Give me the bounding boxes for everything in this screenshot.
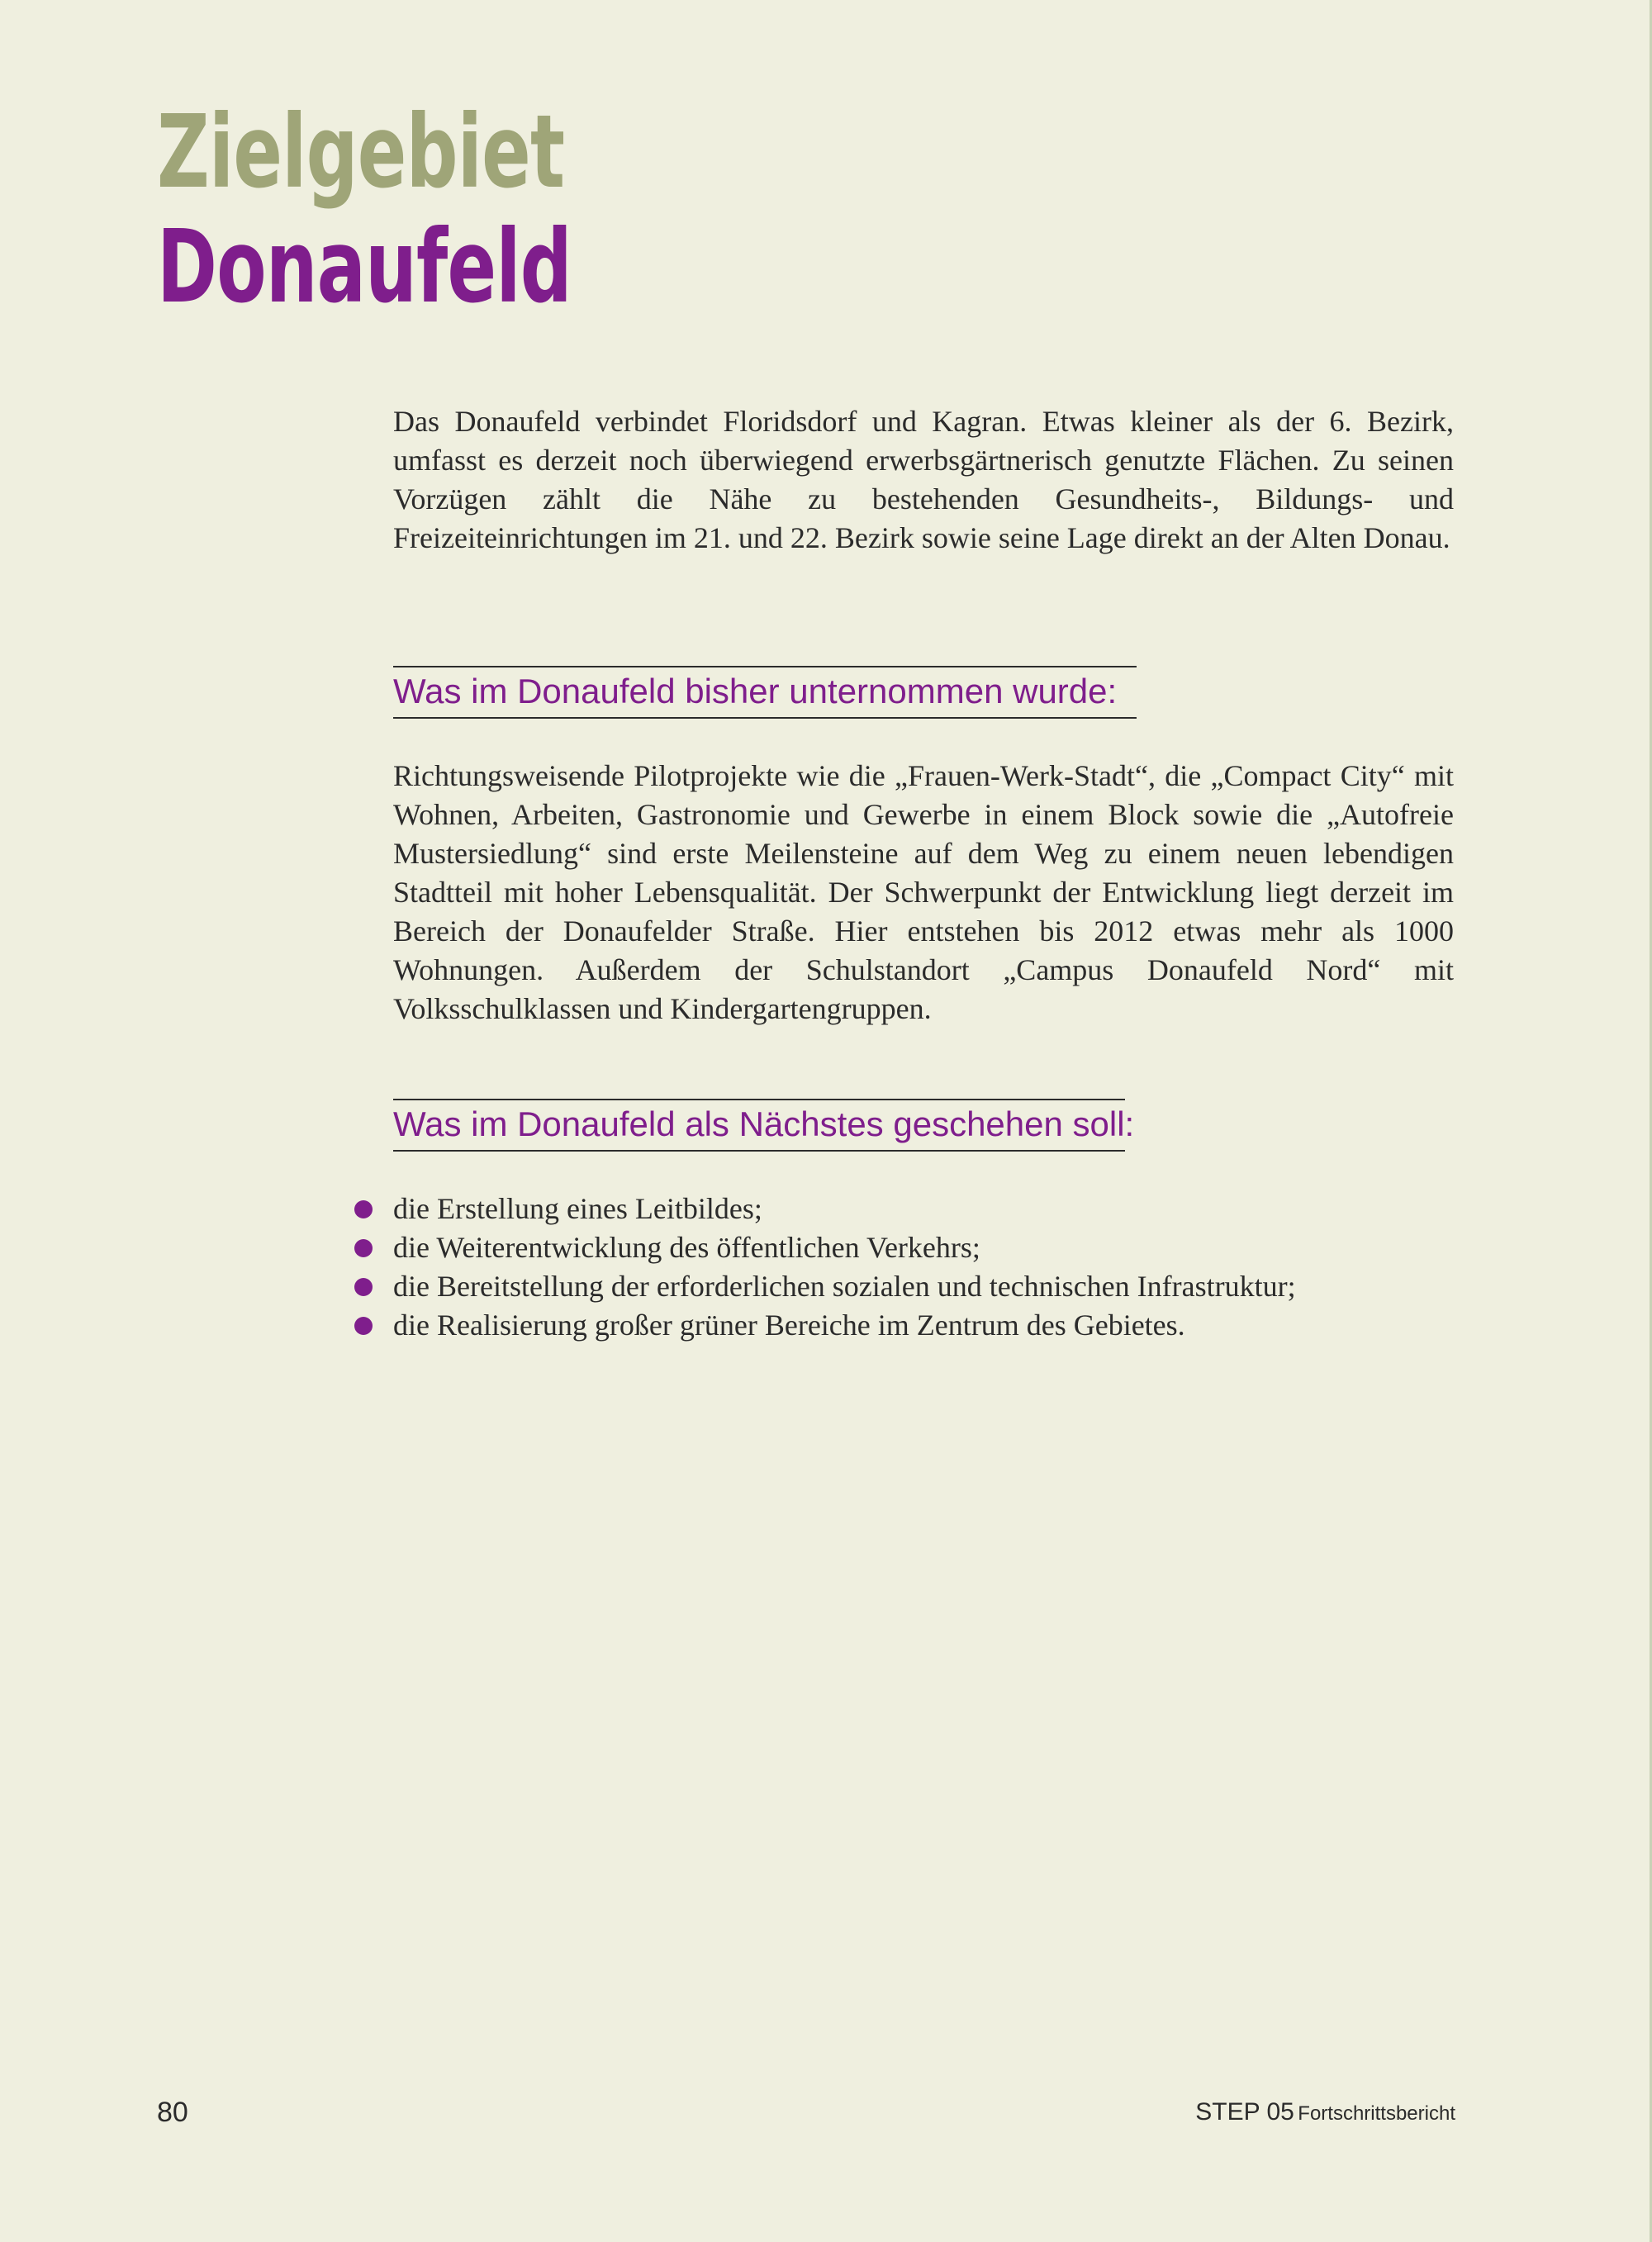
bullet-icon: [354, 1317, 373, 1335]
title-line-donaufeld: Donaufeld: [157, 208, 572, 325]
bullet-icon: [354, 1239, 373, 1257]
footer-report-label: [1195, 2098, 1455, 2126]
intro-paragraph: Das Donaufeld verbindet Floridsdorf und Kagran. Etwas kleiner als der 6. Bezirk, umfasst es derzeit noch überwiegend erwerbsgärtnerisch genutzte Flächen. Zu seinen Vorzügen zählt die Nähe zu bestehenden Gesundheits-, Bildungs- und Freizeiteinrichtungen im 21. und 22. Bezirk sowie seine Lage direkt an der Alten Donau.: [393, 405, 1454, 554]
list-item: [351, 1190, 1296, 1228]
list-item-text: die Realisierung großer grüner Bereiche im Zentrum des Gebietes.: [393, 1309, 1185, 1342]
section-done-paragraph: Richtungsweisende Pilotprojekte wie die „Frauen-Werk-Stadt“, die „Compact City“ mit Wohnen, Arbeiten, Gastronomie und Gewerbe in einem Block sowie die „Autofreie Mustersiedlung“ sind erste Meilensteine auf dem Weg zu einem neuen lebendigen Stadtteil mit hoher Lebensqualität. Der Schwerpunkt der Entwicklung liegt derzeit im Bereich der Donaufelder Straße. Hier entstehen bis 2012 etwas mehr als 1000 Wohnungen. Außerdem der Schulstandort „Campus Donaufeld Nord“ mit Volksschulklassen und Kindergartengruppen.: [393, 759, 1454, 1025]
footer-step-label: STEP 05: [1195, 2098, 1294, 2126]
next-steps-list: [351, 1190, 1296, 1345]
section-heading-done: Was im Donaufeld bisher unternommen wurde:: [393, 666, 1137, 719]
list-item: [351, 1228, 1296, 1267]
bullet-icon: [354, 1278, 373, 1296]
list-item-text: die Bereitstellung der erforderlichen sozialen und technischen Infrastruktur;: [393, 1270, 1296, 1303]
list-item: [351, 1267, 1296, 1306]
bullet-icon: [354, 1200, 373, 1218]
title-line-zielgebiet: Zielgebiet: [157, 93, 565, 211]
page-number: 80: [157, 2097, 188, 2128]
page-title: [157, 95, 572, 325]
list-item: [351, 1306, 1296, 1345]
section-heading-next: Was im Donaufeld als Nächstes geschehen soll:: [393, 1099, 1125, 1152]
list-item-text: die Erstellung eines Leitbildes;: [393, 1192, 762, 1225]
footer-report-title: Fortschrittsbericht: [1298, 2102, 1455, 2125]
list-item-text: die Weiterentwicklung des öffentlichen Verkehrs;: [393, 1231, 980, 1264]
